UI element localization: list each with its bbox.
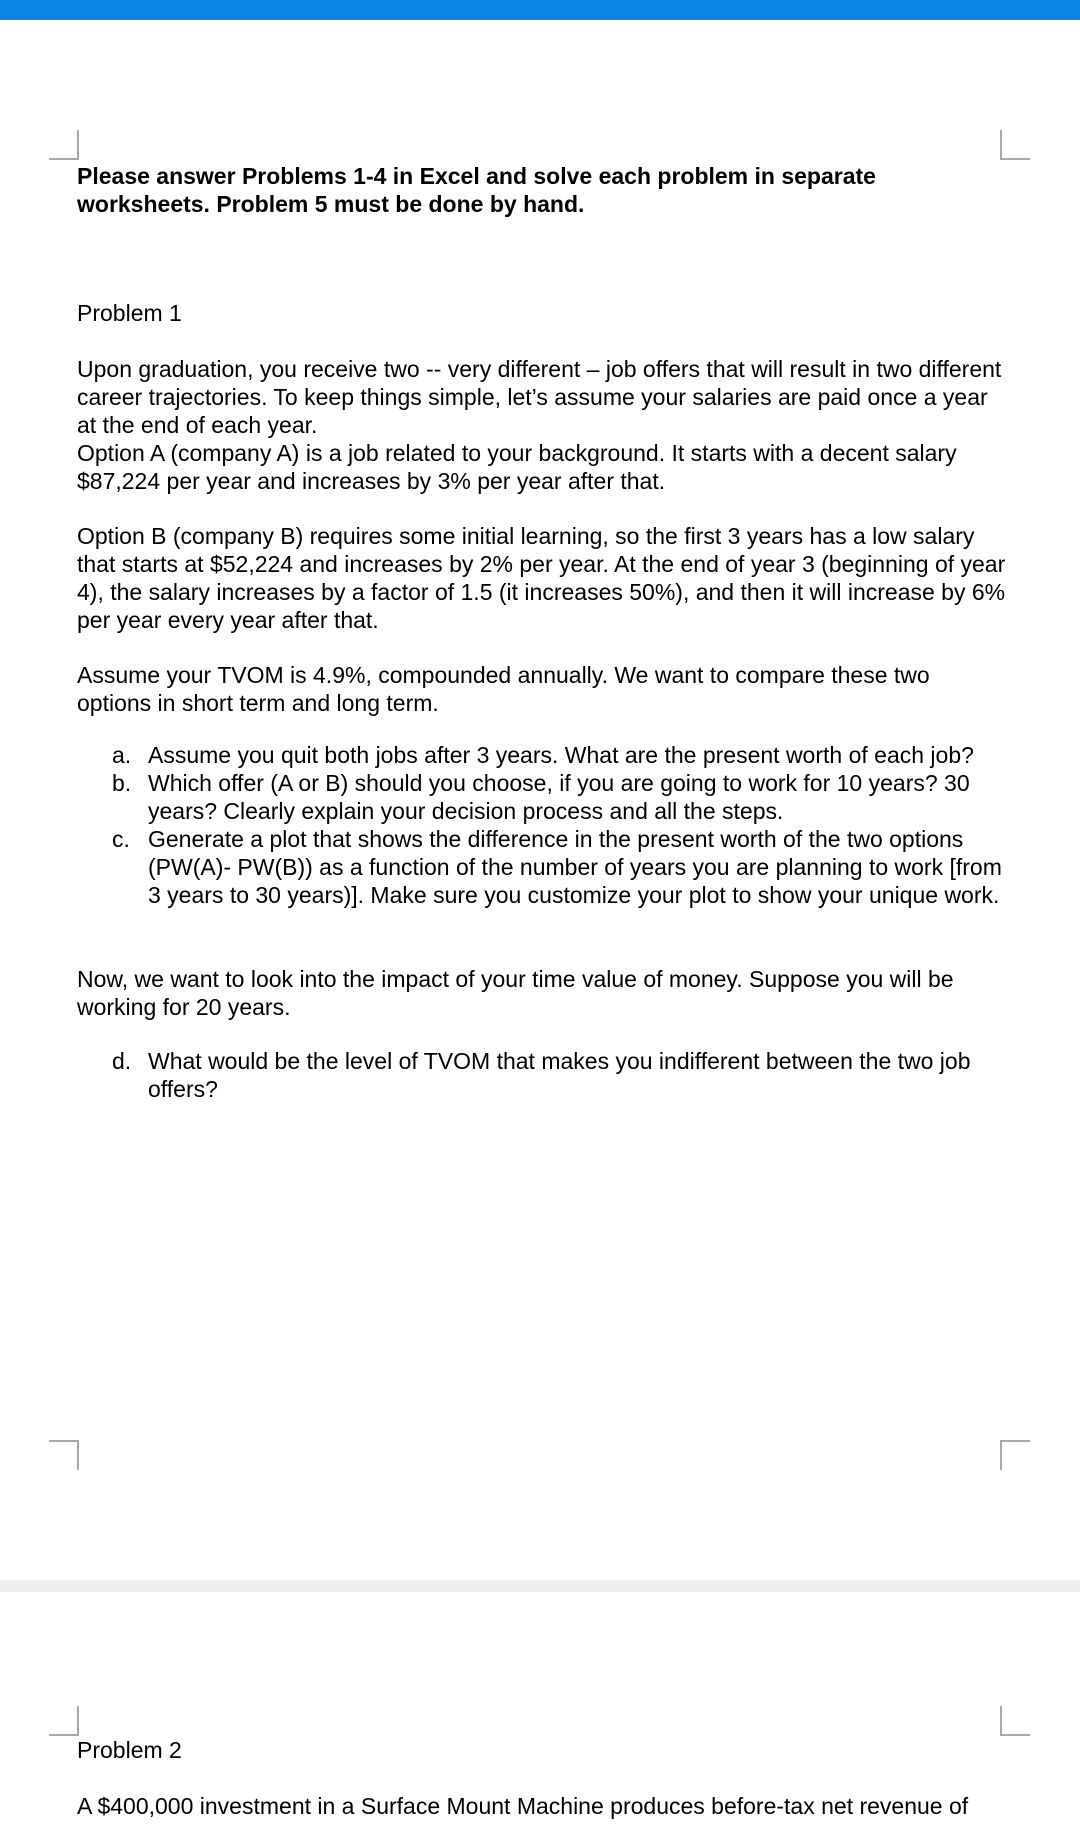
problem-1-paragraph-option-b: Option B (company B) requires some initial learning, so the first 3 years has a low salary that starts at $52,224 and increases by 2% per year. At the end of year 3 (beginning of year 4), the salary increases by a factor of 1.5 (it increases 50%), and then it will increase by 6% per year every year after that. (77, 523, 1006, 633)
list-item (77, 825, 1007, 909)
question-list-d (77, 1047, 1007, 1103)
document-page-1 (0, 20, 1080, 1587)
list-marker: d. (112, 1048, 132, 1074)
margin-corner-bottom-right (1000, 1440, 1030, 1470)
list-item-text: Which offer (A or B) should you choose, if you are going to work for 10 years? 30 years? Clearly explain your decision process and all the steps. (148, 770, 970, 824)
problem-2-paragraph: A $400,000 investment in a Surface Mount Machine produces before-tax net revenue of (77, 1793, 969, 1819)
list-marker: a. (112, 742, 132, 768)
margin-corner-top-right (1000, 130, 1030, 160)
problem-1-paragraph-option-a: Option A (company A) is a job related to your background. It starts with a decent salary $87,224 per year and increases by 3% per year after that. (77, 440, 957, 494)
problem-2-heading: Problem 2 (77, 1737, 182, 1763)
list-item (77, 769, 1007, 825)
list-item (77, 1047, 1007, 1103)
problem-1-heading: Problem 1 (77, 300, 182, 326)
list-item (77, 741, 1007, 769)
question-list (77, 741, 1007, 909)
list-marker: b. (112, 770, 132, 796)
document-page-2 (0, 1592, 1080, 1824)
margin-corner-top-left (49, 1706, 79, 1736)
margin-corner-top-left (49, 130, 79, 160)
top-accent-bar (0, 0, 1080, 20)
problem-1-paragraph-intro: Upon graduation, you receive two -- very different – job offers that will result in two different career trajectories. To keep things simple, let’s assume your salaries are paid once a year at the end of each year. (77, 356, 1002, 438)
margin-corner-bottom-left (49, 1440, 79, 1470)
list-item-text: Assume you quit both jobs after 3 years. What are the present worth of each job? (148, 742, 974, 768)
problem-1-paragraph-tvom: Assume your TVOM is 4.9%, compounded annually. We want to compare these two options in short term and long term. (77, 662, 930, 716)
list-item-text: Generate a plot that shows the difference in the present worth of the two options (PW(A)- PW(B)) as a function of the number of years you are planning to work [from 3 years to 30 years)]. Make sure you customize your plot to show your unique work. (148, 826, 1002, 908)
list-item-text: What would be the level of TVOM that makes you indifferent between the two job offers? (148, 1048, 971, 1102)
list-marker: c. (112, 826, 130, 852)
margin-corner-top-right (1000, 1706, 1030, 1736)
problem-1-paragraph-impact: Now, we want to look into the impact of your time value of money. Suppose you will be working for 20 years. (77, 966, 954, 1020)
page-separator (0, 1580, 1080, 1592)
instructions-text: Please answer Problems 1-4 in Excel and solve each problem in separate worksheets. Problem 5 must be done by hand. (77, 163, 876, 217)
